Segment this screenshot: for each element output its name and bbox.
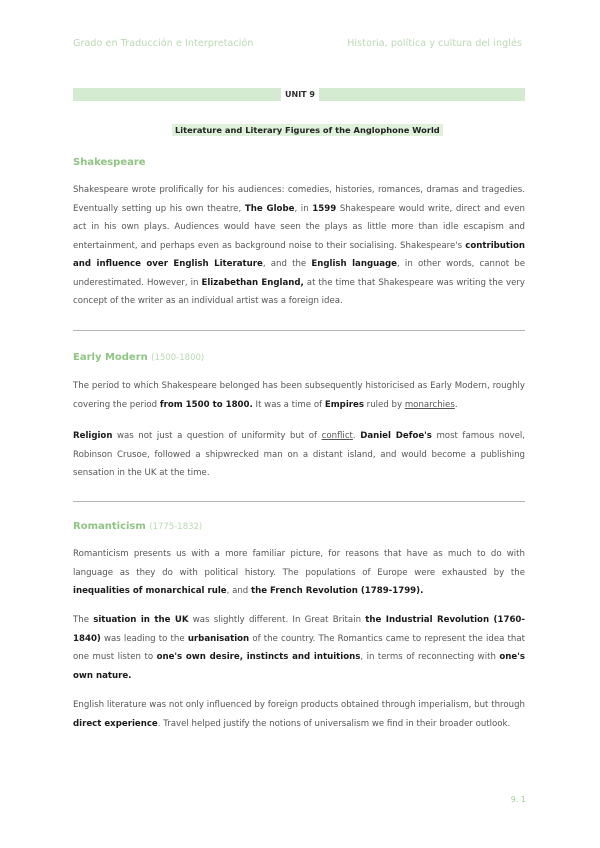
page-number: 9. 1	[510, 795, 526, 804]
paragraph-early-modern-1: The period to which Shakespeare belonged has been subsequently historicised as Early Modern, roughly covering the period from 1500 to 1800. It was a time of Empires ruled by monarchies.	[73, 381, 525, 410]
bold-term: urbanisation	[187, 633, 250, 644]
section-dates: (1775-1832)	[149, 522, 203, 532]
section-heading-early-modern	[73, 352, 204, 363]
section-heading-text: Romanticism	[73, 521, 146, 532]
bold-term: Religion	[73, 431, 113, 441]
underlined-term: conflict	[321, 431, 353, 441]
bold-term: one's own desire, instincts and intuitions	[156, 652, 361, 662]
paragraph-shakespeare: Shakespeare wrote prolifically for his audiences: comedies, histories, romances, dramas and tragedies. Eventually setting up his own theatre, The Globe, in 1599 Shakespeare would write, direct and even act in his own plays. Audiences would have seen the plays as little more than idle escapism and entertainment, and perhaps even as background noise to their socialising. Shakespeare's contribution and influence over English Literature, and the English language, in other words, cannot be underestimated. However, in Elizabethan England, at the time that Shakespeare was writing the very concept of the writer as an individual artist was a foreign idea.	[73, 185, 526, 306]
bold-term: The Globe	[244, 203, 295, 214]
paragraph-romanticism-2: The situation in the UK was slightly different. In Great Britain the Industrial Revolution (1760-1840) was leading to the urbanisation of the country. The Romantics came to represent the idea that one must listen to one's own desire, instincts and intuitions, in terms of reconnecting with one's own nature.	[73, 615, 525, 681]
unit-label: UNIT 9	[281, 86, 319, 103]
divider	[73, 330, 525, 331]
header-course: Grado en Traducción e Interpretación	[73, 38, 254, 49]
section-heading-shakespeare	[73, 157, 146, 168]
paragraph-romanticism-3: English literature was not only influenced by foreign products obtained through imperialism, but through direct experience. Travel helped justify the notions of universalism we find in their broader outlook.	[73, 700, 525, 729]
bold-term: 1599	[312, 203, 337, 214]
bold-term: Elizabethan England,	[201, 277, 304, 288]
divider	[73, 501, 525, 502]
bold-term: situation in the UK	[93, 615, 189, 625]
header-subject: Historia, política y cultura del inglés	[347, 38, 522, 49]
section-heading-text: Early Modern	[73, 352, 148, 363]
underlined-term: monarchies	[404, 399, 455, 410]
bold-term: English language	[311, 259, 398, 269]
bold-term: one's own nature.	[73, 652, 525, 681]
bold-term: inequalities of monarchical rule	[73, 586, 227, 596]
section-dates: (1500-1800)	[151, 353, 205, 363]
section-heading-romanticism	[73, 521, 202, 532]
bold-term: from 1500 to 1800.	[159, 399, 253, 410]
bold-term: the Industrial Revolution (1760-1840)	[73, 615, 525, 644]
bold-term: Empires	[324, 399, 364, 410]
section-heading-text: Shakespeare	[73, 157, 146, 168]
bold-term: Daniel Defoe's	[360, 431, 432, 441]
page-title: Literature and Literary Figures of the Anglophone World	[172, 124, 443, 136]
paragraph-early-modern-2: Religion was not just a question of uniformity but of conflict. Daniel Defoe's most famous novel, Robinson Crusoe, followed a shipwrecked man on a distant island, and would become a publishing sensation in the UK at the time.	[73, 431, 525, 478]
paragraph-romanticism-1: Romanticism presents us with a more familiar picture, for reasons that have as much to do with language as they do with political history. The populations of Europe were exhausted by the inequalities of monarchical rule, and the French Revolution (1789-1799).	[73, 549, 525, 596]
bold-term: contribution and influence over English Literature	[73, 240, 525, 269]
bold-term: direct experience	[73, 718, 158, 729]
bold-term: the French Revolution (1789-1799).	[250, 586, 424, 596]
